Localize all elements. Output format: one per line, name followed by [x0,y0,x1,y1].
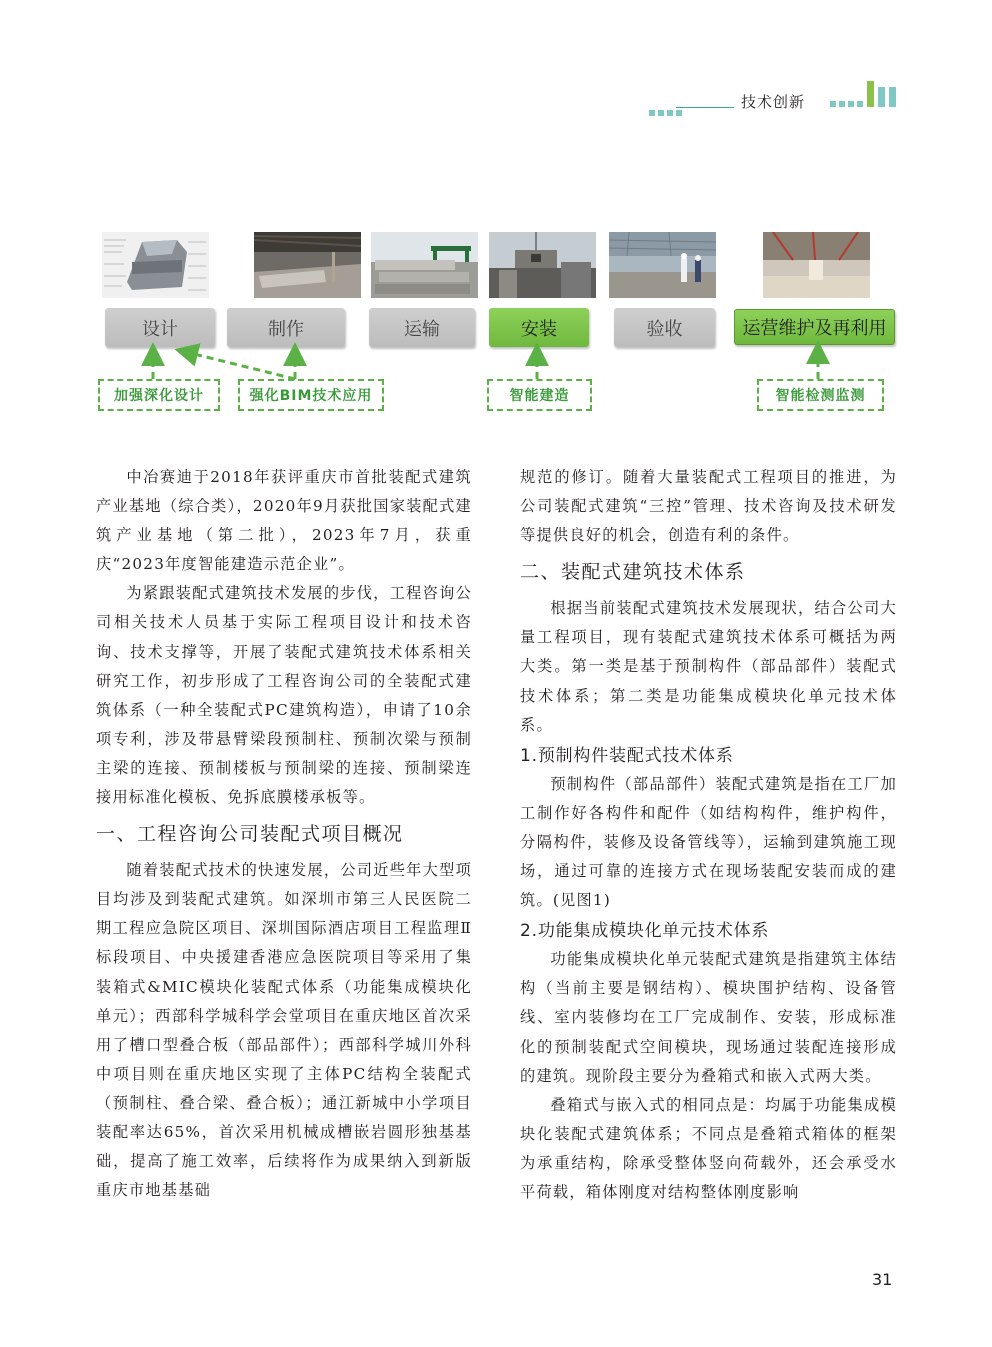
arrow-bim-to-design [186,352,295,379]
subsection-heading: 2.功能集成模块化单元技术体系 [520,921,770,942]
tag-deepen-design: 加强深化设计 [98,379,220,411]
stage-production: 制作 [227,308,345,347]
paragraph: 中冶赛迪于2018年获评重庆市首批装配式建筑产业基地（综合类），2020年9月获批国家装配式建筑产业基地（第二批），2023年7月，获重庆“2023年度智能建造示范企业”。 [96,468,472,574]
flow-arrows [0,0,992,440]
right-column [520,463,897,1207]
stage-transport: 运输 [369,308,475,347]
section-heading: 二、装配式建筑技术体系 [520,561,746,584]
section-heading: 一、工程咨询公司装配式项目概况 [96,823,404,846]
paragraph: 预制构件（部品部件）装配式建筑是指在工厂加工制作好各构件和配件（如结构构件，维护构件，分隔构件，装修及设备管线等），运输到建筑施工现场，通过可靠的连接方式在现场装配安装而成的建筑。(见图1) [520,774,897,910]
stage-installation: 安装 [489,308,589,347]
tag-bim-application: 强化BIM技术应用 [238,379,384,411]
stage-design: 设计 [105,308,215,347]
left-column [96,463,472,1205]
paragraph: 功能集成模块化单元装配式建筑是指建筑主体结构（当前主要是钢结构）、模块围护结构、设备管线、室内装修均在工厂完成制作、安装，形成标准化的预制装配式空间模块，现场通过装配连接形成的建筑。现阶段主要分为叠箱式和嵌入式两大类。 [520,950,897,1085]
paragraph: 为紧跟装配式建筑技术发展的步伐，工程咨询公司相关技术人员基于实际工程项目设计和技术咨询、技术支撑等，开展了装配式建筑技术体系相关研究工作，初步形成了工程咨询公司的全装配式建筑体系（一种全装配式PC建筑构造），申请了10余项专利，涉及带悬臂梁段预制柱、预制次梁与预制主梁的连接、预制楼板与预制梁的连接、预制梁连接用标准化模板、免拆底膜楼承板等。 [96,584,472,807]
stage-acceptance: 验收 [614,308,715,347]
paragraph: 根据当前装配式建筑技术发展现状，结合公司大量工程项目，现有装配式建筑技术体系可概括为两大类。第一类是基于预制构件（部品部件）装配式技术体系；第二类是功能集成模块化单元技术体系。 [520,599,897,734]
page-number: 31 [872,1270,893,1289]
paragraph: 随着装配式技术的快速发展，公司近些年大型项目均涉及到装配式建筑。如深圳市第三人民医院二期工程应急院区项目、深圳国际酒店项目工程监理Ⅱ标段项目、中央援建香港应急医院项目等采用了集装箱式&MIC模块化装配式体系（功能集成模块化单元）；西部科学城科学会堂项目在重庆地区首次采用了槽口型叠合板（部品部件）；西部科学城川外科中项目则在重庆地区实现了主体PC结构全装配式（预制柱、叠合梁、叠合板）；通江新城中小学项目装配率达65%，首次采用机械成槽嵌岩圆形独基基础，提高了施工效率，后续将作为成果纳入到新版重庆市地基基础 [96,861,472,1200]
paragraph: 规范的修订。随着大量装配式工程项目的推进，为公司装配式建筑“三控”管理、技术咨询及技术研发等提供良好的机会，创造有利的条件。 [520,468,897,545]
section-title: 技术创新 [741,93,806,111]
subsection-heading: 1.预制构件装配式技术体系 [520,745,734,766]
paragraph: 叠箱式与嵌入式的相同点是：均属于功能集成模块化装配式建筑体系；不同点是叠箱式箱体的框架为承重结构，除承受整体竖向荷载外，还会承受水平荷载，箱体刚度对结构整体刚度影响 [520,1095,897,1201]
stage-operation-maintenance: 运营维护及再利用 [734,309,895,345]
tag-intelligent-construction: 智能建造 [487,379,592,411]
tag-intelligent-monitoring: 智能检测监测 [757,379,884,411]
